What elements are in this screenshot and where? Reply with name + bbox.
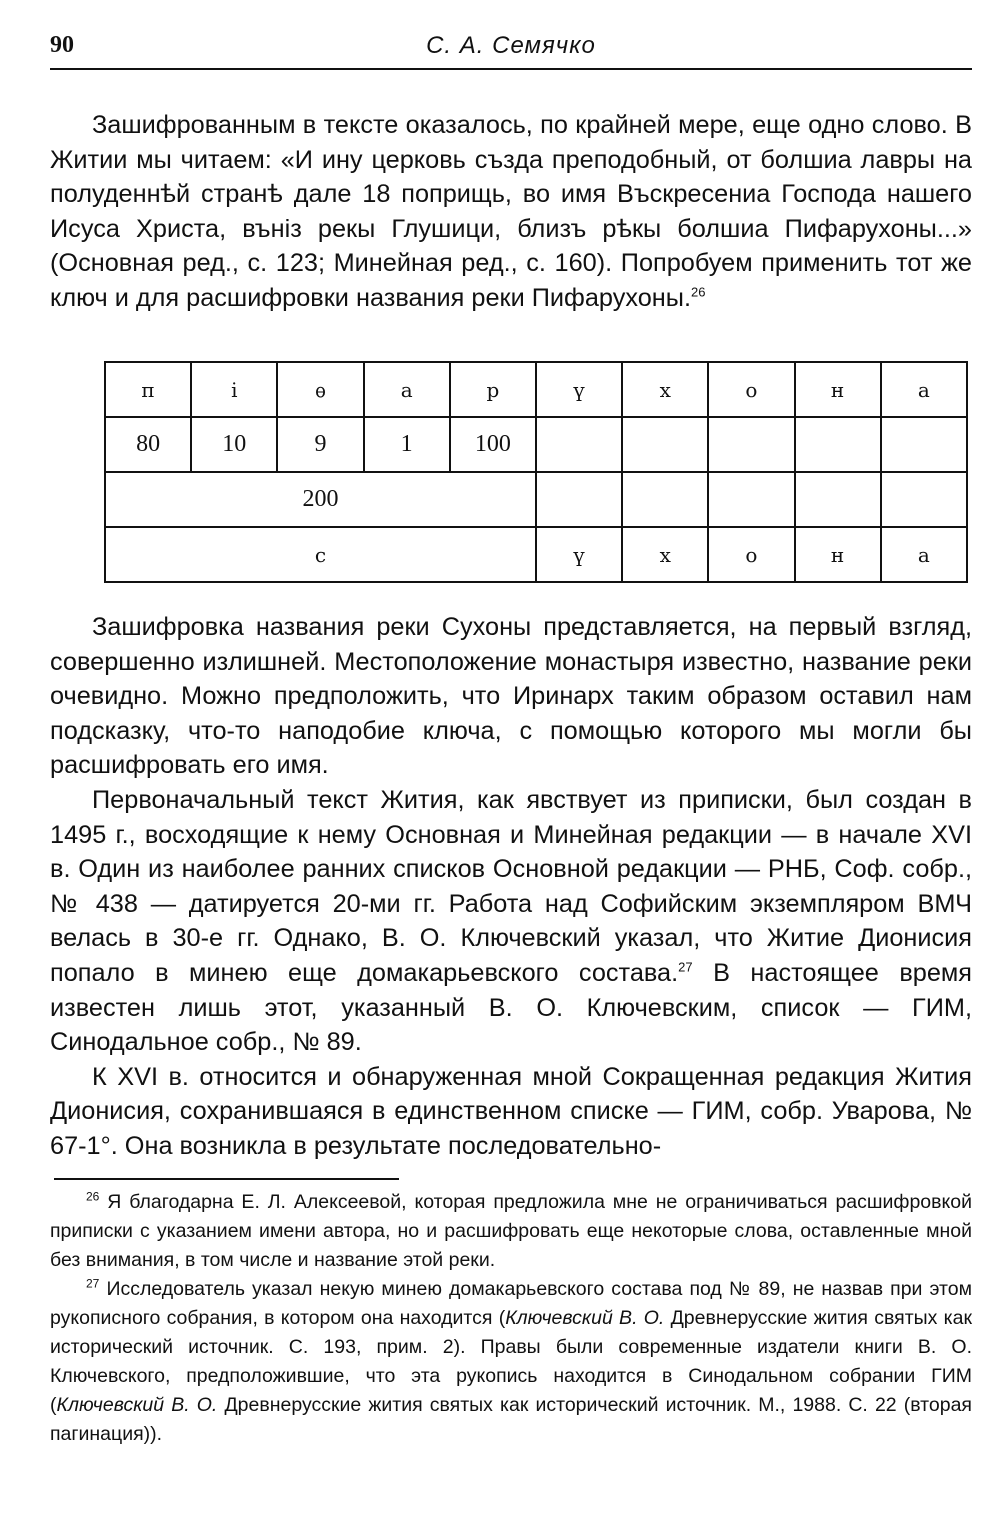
table-cell: х — [622, 362, 708, 417]
table-cell: а — [364, 362, 450, 417]
footnotes — [50, 1188, 972, 1449]
table-cell-empty — [622, 472, 708, 527]
footnote-text: Я благодарна Е. Л. Алексеевой, которая предложила мне не ограничиваться расшифровкой приписки с указанием имени автора, но и расшифровать еще некоторые слова, оставленные мной без внимания, в том числе и название этой реки. — [50, 1191, 972, 1271]
paragraph: К XVI в. относится и обнаруженная мной Сокращенная редакция Жития Дионисия, сохранившаяся в единственном списке — ГИМ, собр. Уварова, № 67-1°. Она возникла в результате последовательно- — [50, 1062, 972, 1160]
footnote-divider — [54, 1178, 399, 1180]
table-cell: п — [105, 362, 191, 417]
table-cell: 80 — [105, 417, 191, 472]
footnote-mark: 26 — [86, 1189, 100, 1204]
table-cell: р — [450, 362, 536, 417]
footnote-text: Исследователь указал некую минею домакарьевского состава под № 89, не назвав при этом рукописного собрания, в котором она находится ( — [50, 1278, 972, 1329]
table-row-sum — [105, 472, 967, 527]
body-text-top — [50, 108, 972, 316]
table-cell-empty — [708, 417, 794, 472]
paragraph-text: Первоначальный текст Жития, как явствует из приписки, был создан в 1495 г., восходящие к нему Основная и Минейная редакции — в начале XVI в. Один из наиболее ранних списков Основной редакции — РНБ, Соф. собр., № 438 — датируется 20-ми гг. Работа над Софийским экземпляром ВМЧ велась в 30-е гг. Однако, В. О. Ключевский указал, что Житие Дионисия попало в минею еще домакарьевского состава. — [50, 785, 972, 987]
table-cell-empty — [708, 472, 794, 527]
table-row-numbers — [105, 417, 967, 472]
table-cell: о — [708, 362, 794, 417]
table-row-result — [105, 527, 967, 582]
table-cell-empty — [536, 417, 622, 472]
citation-author: Ключевский В. О. — [505, 1307, 665, 1329]
book-page — [50, 0, 972, 1518]
table-cell: а — [881, 527, 967, 582]
table-cell: 100 — [450, 417, 536, 472]
table-cell-result: с — [105, 527, 536, 582]
body-text-bottom — [50, 610, 972, 1164]
footnote-ref: 26 — [690, 284, 706, 300]
footnote — [50, 1275, 972, 1449]
paragraph — [50, 108, 972, 316]
table-cell: 9 — [277, 417, 363, 472]
paragraph-text: Зашифрованным в тексте оказалось, по крайней мере, еще одно слово. В Житии мы читаем: «И ину церковь създа преподобный, от болшиа лавры на полуденнѣй странѣ далe 18 поприщь, во имя Въскресениа Господа нашего Исуса Христа, вънiз рекы Глушици, близъ рѣкы болшиа Пифарухоны...» (Основная ред., с. 123; Минейная ред., с. 160). Попробуем применить тот же ключ и для расшифровки названия реки Пифарухоны. — [50, 111, 972, 312]
table-cell: ү — [536, 362, 622, 417]
footnote-mark: 27 — [86, 1276, 100, 1291]
footnote-ref: 27 — [678, 959, 693, 975]
paragraph — [50, 783, 972, 1060]
citation-author: Ключевский В. О. — [56, 1394, 218, 1416]
footnote — [50, 1188, 972, 1275]
table-cell: н — [795, 362, 881, 417]
table-cell-empty — [536, 472, 622, 527]
table-cell: 1 — [364, 417, 450, 472]
table-cell-sum: 200 — [105, 472, 536, 527]
footnote-text: Древнерусские жития святых как исторический источник. С. 193, прим. 2). Правы были современные издатели книги В. О. Ключевского, предположившие, что эта рукопись находится в Синодальном собрании ГИМ ( — [50, 1307, 972, 1416]
table-cell: 10 — [191, 417, 277, 472]
table-cell: ѳ — [277, 362, 363, 417]
running-head — [50, 26, 972, 70]
table-cell: х — [622, 527, 708, 582]
page-number: 90 — [50, 32, 74, 58]
table-row-letters — [105, 362, 967, 417]
table-cell: о — [708, 527, 794, 582]
table-cell-empty — [881, 417, 967, 472]
table-cell-empty — [881, 472, 967, 527]
table-cell: н — [795, 527, 881, 582]
footnote-text: Древнерусские жития святых как исторический источник. М., 1988. С. 22 (вторая пагинация)). — [50, 1394, 972, 1445]
paragraph-text: В настоящее время известен лишь этот, указанный В. О. Ключевским, список — ГИМ, Синодальное собр., № 89. — [50, 958, 972, 1057]
table-cell: і — [191, 362, 277, 417]
paragraph: Зашифровка названия реки Сухоны представляется, на первый взгляд, совершенно излишней. Местоположение монастыря известно, название реки очевидно. Можно предположить, что Иринарх таким образом оставил нам подсказку, что-то наподобие ключа, с помощью которого мы могли бы расшифровать его имя. — [50, 613, 972, 780]
table-cell: ү — [536, 527, 622, 582]
cipher-table — [104, 361, 968, 583]
table-cell-empty — [795, 417, 881, 472]
running-title: С. А. Семячко — [426, 32, 596, 59]
table-cell-empty — [795, 472, 881, 527]
table-cell-empty — [622, 417, 708, 472]
table-cell: а — [881, 362, 967, 417]
